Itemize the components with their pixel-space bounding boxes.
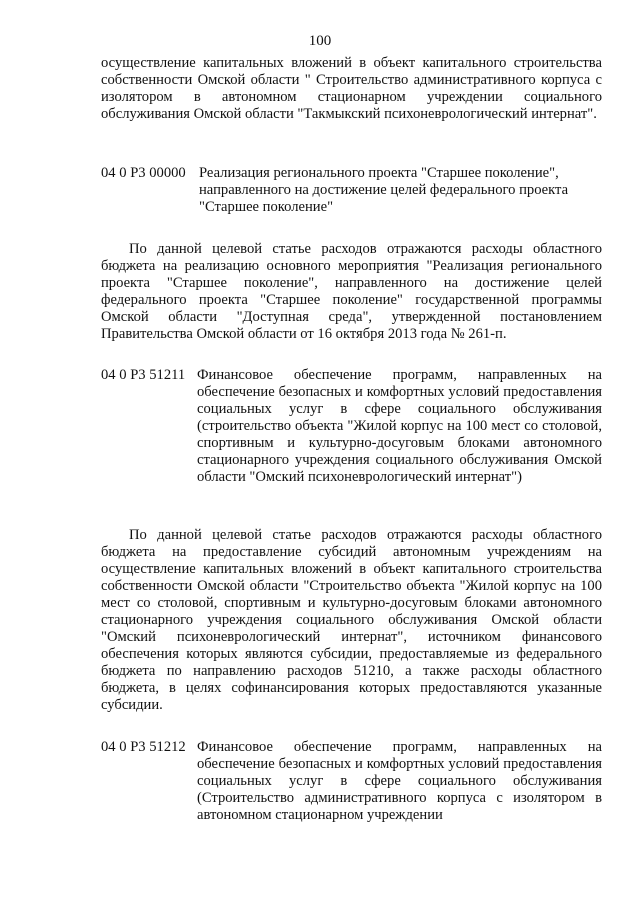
page-number: 100: [308, 33, 332, 49]
entry-p3-51211: [101, 367, 602, 503]
entry-description: Финансовое обеспечение программ, направленных на обеспечение безопасных и комфортных условий предоставления социальных услуг в сфере социального обслуживания (Строительство административного корпуса с изолятором в автономном стационарном учреждении: [197, 739, 602, 823]
entry-code: 04 0 P3 51212: [101, 739, 186, 755]
entry-description: Реализация регионального проекта "Старшее поколение", направленного на достижение целей федерального проекта "Старшее поколение": [199, 165, 569, 215]
entry-code: 04 0 P3 51211: [101, 367, 186, 383]
entry-code: 04 0 P3 00000: [101, 165, 186, 181]
paragraph-continuation: осуществление капитальных вложений в объект капитального строительства собственности Омской области " Строительство административного корпуса с изолятором в автономном стационарном учреждении социального обслуживания Омской области "Такмыкский психоневрологический интернат".: [101, 55, 602, 122]
entry-description: Финансовое обеспечение программ, направленных на обеспечение безопасных и комфортных условий предоставления социальных услуг в сфере социального обслуживания (строительство объекта "Жилой корпус на 100 мест со столовой, спортивным и культурно-досуговым блоками автономного стационарного учреждения социального обслуживания Омской области "Омский психоневрологический интернат"): [197, 367, 602, 485]
paragraph-expenses-p3-51211: По данной целевой статье расходов отражаются расходы областного бюджета на предоставление субсидий автономным учреждениям на осуществление капитальных вложений в объект капитального строительства собственности Омской области "Строительство объекта "Жилой корпус на 100 мест со столовой, спортивным и культурно-досуговым блоками автономного стационарного учреждения социального обслуживания Омской области "Омский психоневрологический интернат", источником финансового обеспечения которых являются субсидии, предоставляемые из федерального бюджета по направлению расходов 51210, а также расходы областного бюджета, в целях софинансирования которых предоставляются указанные субсидии.: [101, 527, 602, 713]
paragraph-expenses-p3-00000: По данной целевой статье расходов отражаются расходы областного бюджета на реализацию основного мероприятия "Реализация регионального проекта "Старшее поколение", направленного на достижение целей федерального проекта "Старшее поколение" государственной программы Омской области "Доступная среда", утвержденной постановлением Правительства Омской области от 16 октября 2013 года № 261-п.: [101, 241, 602, 342]
entry-p3-51212: [101, 739, 602, 825]
entry-p3-00000: [101, 165, 602, 216]
